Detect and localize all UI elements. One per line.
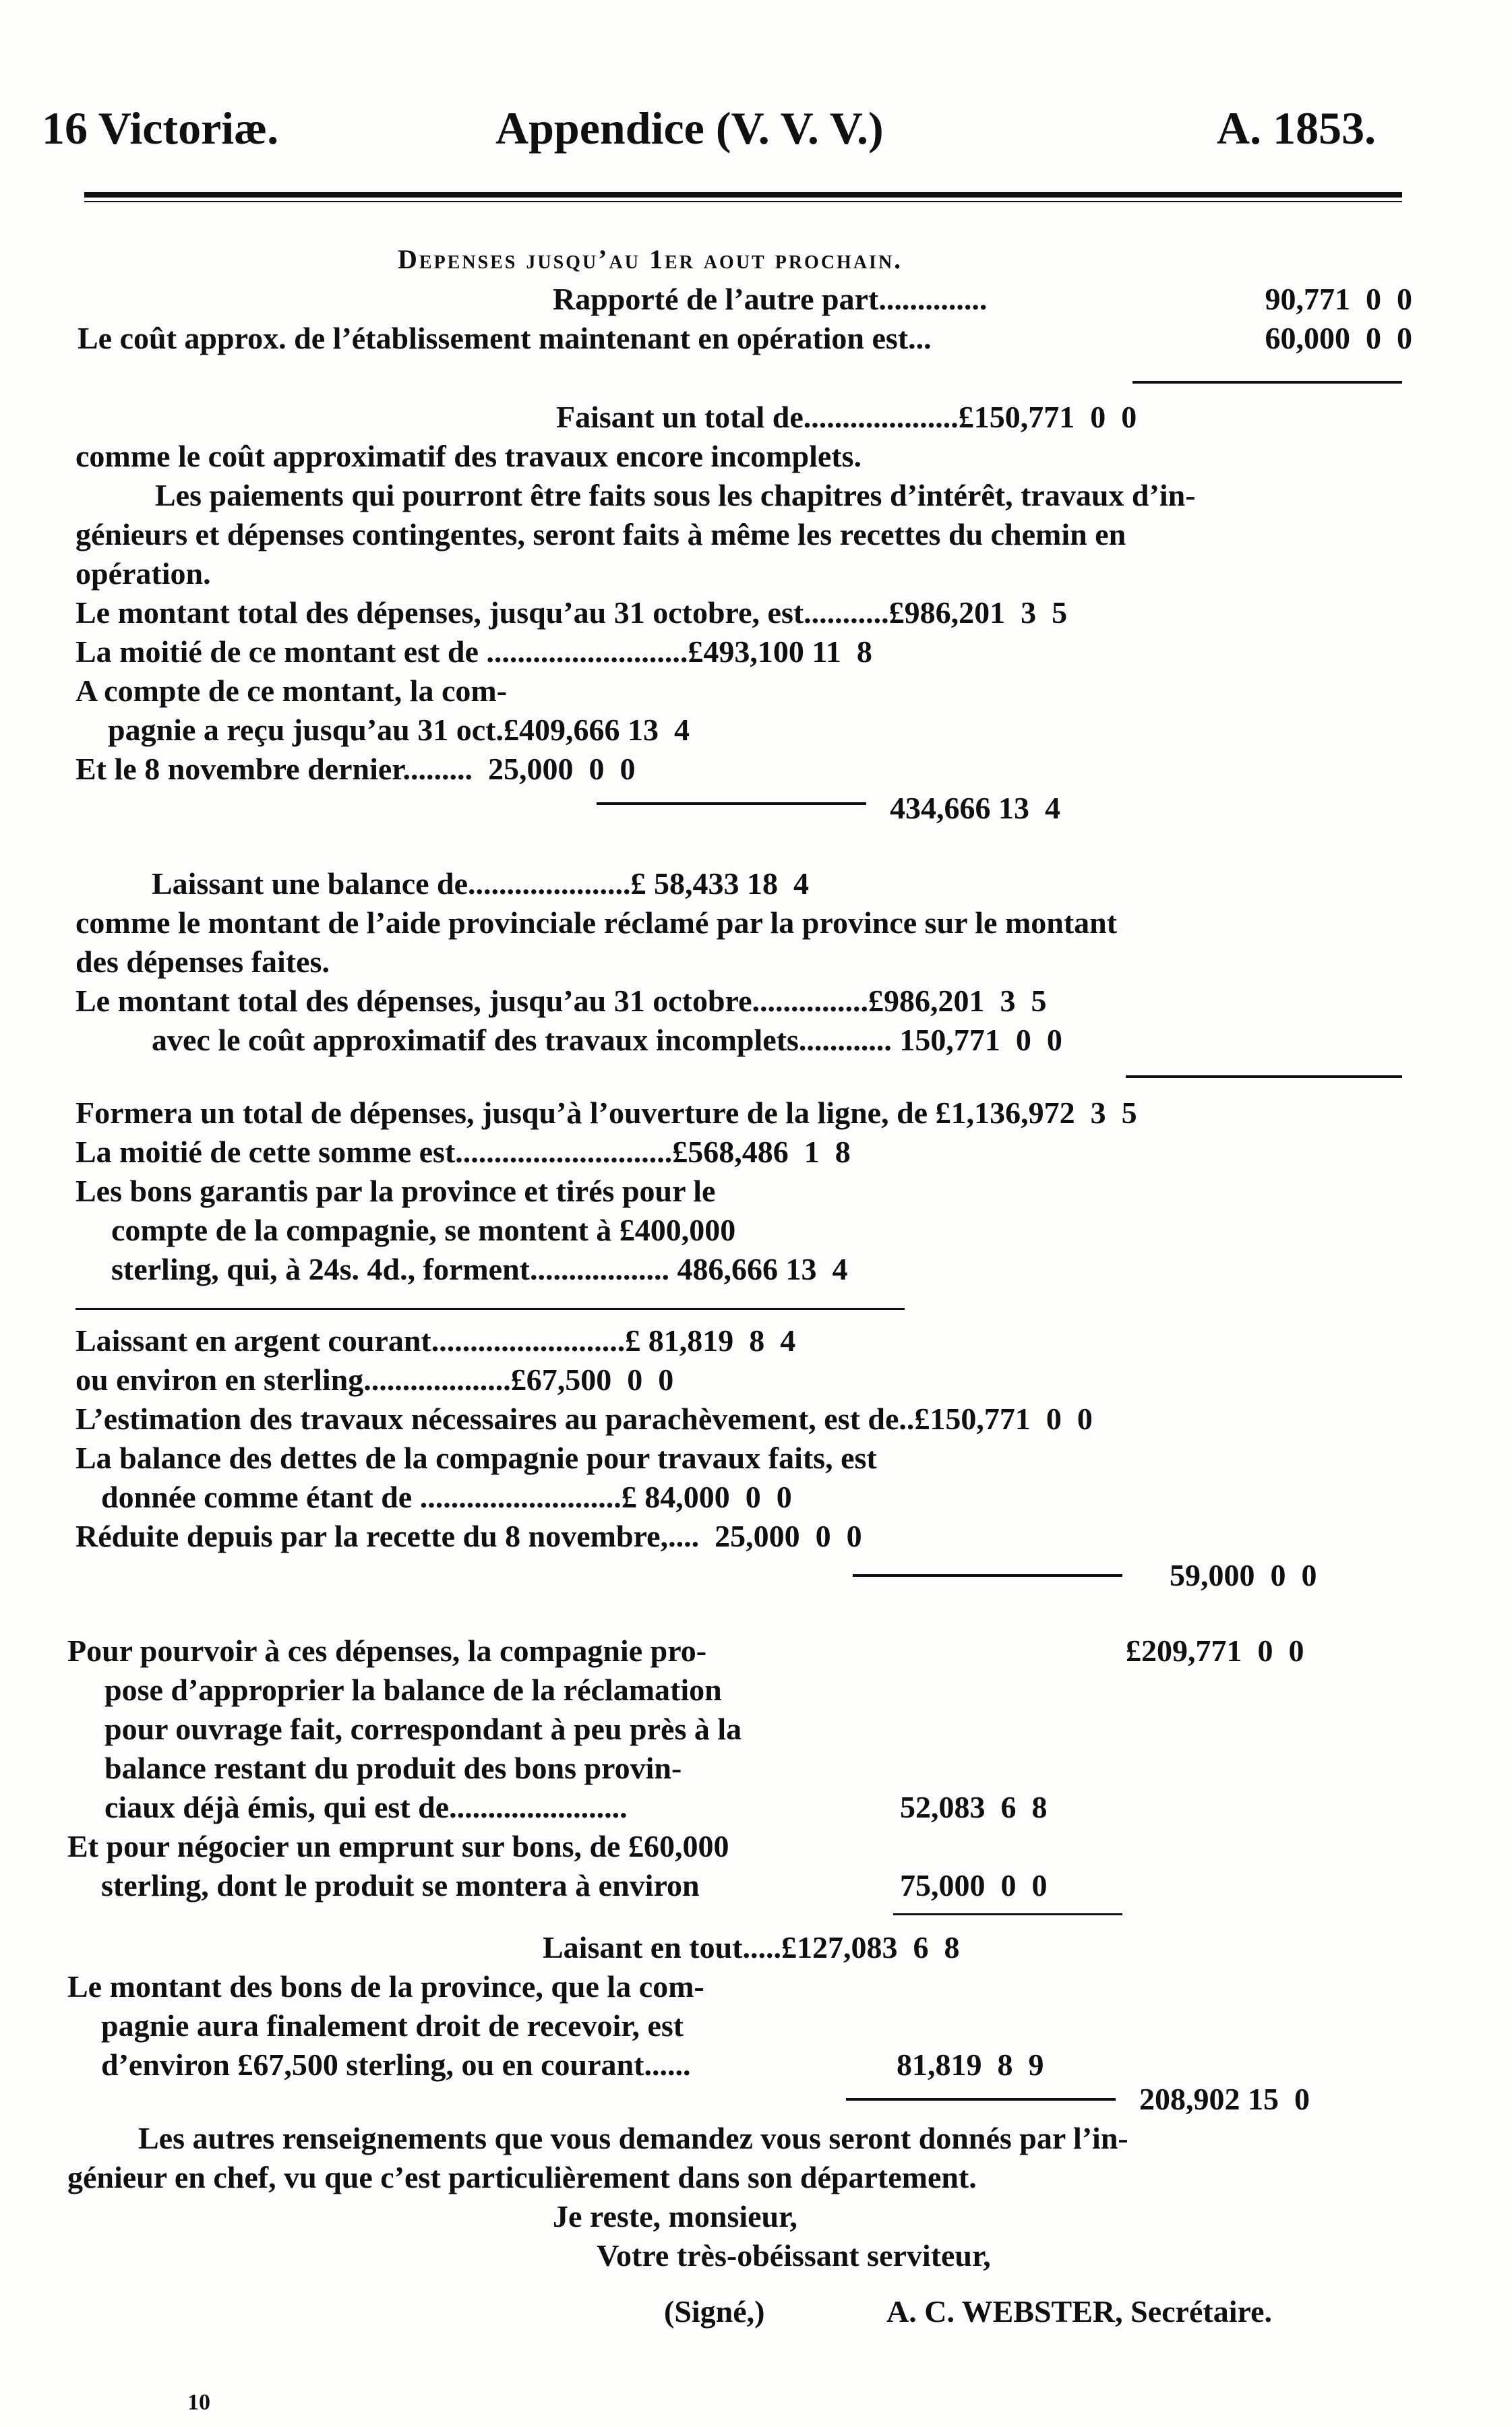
line: avec le coût approximatif des travaux incomplets............ 150,771 0 0 bbox=[152, 1023, 1062, 1057]
line-closing-2: Votre très-obéissant serviteur, bbox=[597, 2238, 991, 2273]
signature-name: A. C. WEBSTER, Secrétaire. bbox=[886, 2294, 1272, 2329]
line: Les bons garantis par la province et tirés pour le bbox=[75, 1174, 716, 1208]
value-cout-etablissement: 60,000 0 0 bbox=[1265, 321, 1412, 355]
line: des dépenses faites. bbox=[75, 945, 330, 979]
line-subtotal: 434,666 13 4 bbox=[890, 791, 1060, 825]
line: A compte de ce montant, la com- bbox=[75, 673, 508, 708]
line: pour ouvrage fait, correspondant à peu près à la bbox=[104, 1712, 742, 1746]
header-center: Appendice (V. V. V.) bbox=[495, 102, 884, 154]
rule bbox=[1132, 381, 1402, 384]
line: donnée comme étant de ..........................£ 84,000 0 0 bbox=[101, 1480, 792, 1514]
line: La moitié de cette somme est............................£568,486 1 8 bbox=[75, 1135, 851, 1169]
line-total-59000: 59,000 0 0 bbox=[1170, 1558, 1317, 1592]
line: L’estimation des travaux nécessaires au parachèvement, est de..£150,771 0 0 bbox=[75, 1402, 1093, 1436]
line: La balance des dettes de la compagnie pour travaux faits, est bbox=[75, 1441, 877, 1475]
line: génieurs et dépenses contingentes, seront faits à même les recettes du chemin en bbox=[75, 517, 1126, 551]
line-laisant-en-tout: Laisant en tout.....£127,083 6 8 bbox=[543, 1930, 960, 1965]
rule bbox=[853, 1574, 1122, 1577]
line: opération. bbox=[75, 556, 211, 591]
rule bbox=[846, 2098, 1116, 2101]
line: La moitié de ce montant est de ..........................£493,100 11 8 bbox=[75, 634, 872, 669]
line-total: Faisant un total de....................£150,771 0 0 bbox=[556, 400, 1137, 434]
line: ou environ en sterling...................£67,500 0 0 bbox=[75, 1362, 674, 1397]
section-title: Depenses jusqu’au 1er aout prochain. bbox=[398, 244, 903, 274]
header-right: A. 1853. bbox=[1217, 102, 1377, 154]
line: pagnie aura finalement droit de recevoir, est bbox=[101, 2008, 684, 2043]
line: pose d’approprier la balance de la réclamation bbox=[104, 1673, 722, 1707]
value-52083: 52,083 6 8 bbox=[900, 1790, 1048, 1824]
value-rapporte: 90,771 0 0 bbox=[1265, 282, 1412, 316]
rule bbox=[893, 1913, 1122, 1915]
value-75000: 75,000 0 0 bbox=[900, 1868, 1048, 1902]
value-208902: 208,902 15 0 bbox=[1139, 2082, 1310, 2116]
line-rapporte: Rapporté de l’autre part.............. bbox=[553, 282, 988, 316]
rule bbox=[597, 802, 866, 805]
page-number: 10 bbox=[187, 2390, 210, 2415]
line: Réduite depuis par la recette du 8 novembre,.... 25,000 0 0 bbox=[75, 1519, 862, 1553]
header-rule-thin bbox=[84, 201, 1402, 202]
line: Laissant en argent courant.........................£ 81,819 8 4 bbox=[75, 1323, 796, 1358]
value-81819: 81,819 8 9 bbox=[897, 2047, 1044, 2082]
line: Les autres renseignements que vous demandez vous seront donnés par l’in- bbox=[138, 2121, 1128, 2155]
rule bbox=[1126, 1075, 1402, 1078]
line: Et le 8 novembre dernier......... 25,000 0 0 bbox=[75, 752, 636, 786]
line: sterling, qui, à 24s. 4d., forment.................. 486,666 13 4 bbox=[111, 1252, 848, 1286]
line: comme le coût approximatif des travaux encore incomplets. bbox=[75, 439, 861, 473]
line: Et pour négocier un emprunt sur bons, de £60,000 bbox=[67, 1829, 729, 1863]
line-closing: Je reste, monsieur, bbox=[553, 2199, 797, 2234]
line-cout-etablissement: Le coût approx. de l’établissement maintenant en opération est... bbox=[78, 321, 932, 355]
line: comme le montant de l’aide provinciale réclamé par la province sur le montant bbox=[75, 905, 1118, 940]
line: Le montant total des dépenses, jusqu’au 31 octobre...............£986,201 3 5 bbox=[75, 984, 1047, 1018]
line: Le montant total des dépenses, jusqu’au 31 octobre, est...........£986,201 3 5 bbox=[75, 595, 1068, 630]
line: compte de la compagnie, se montent à £400,000 bbox=[111, 1213, 736, 1247]
line: génieur en chef, vu que c’est particulièrement dans son département. bbox=[67, 2160, 977, 2194]
value-209771: £209,771 0 0 bbox=[1126, 1634, 1304, 1668]
line: pagnie a reçu jusqu’au 31 oct.£409,666 13 4 bbox=[108, 713, 690, 747]
line: Le montant des bons de la province, que la com- bbox=[67, 1969, 704, 2004]
rule bbox=[75, 1308, 905, 1310]
line: Pour pourvoir à ces dépenses, la compagnie pro- bbox=[67, 1634, 707, 1668]
line: ciaux déjà émis, qui est de....................... bbox=[104, 1790, 628, 1824]
line: Formera un total de dépenses, jusqu’à l’ouverture de la ligne, de £1,136,972 3 5 bbox=[75, 1096, 1137, 1130]
line: sterling, dont le produit se montera à environ bbox=[101, 1868, 700, 1902]
header-rule bbox=[84, 192, 1402, 198]
line: balance restant du produit des bons provin- bbox=[104, 1751, 682, 1785]
header-left: 16 Victoriæ. bbox=[42, 102, 279, 154]
line: d’environ £67,500 sterling, ou en courant...... bbox=[101, 2047, 691, 2082]
line: Laissant une balance de.....................£ 58,433 18 4 bbox=[152, 866, 810, 901]
signature-label: (Signé,) bbox=[664, 2294, 765, 2329]
line: Les paiements qui pourront être faits sous les chapitres d’intérêt, travaux d’in- bbox=[155, 478, 1196, 512]
